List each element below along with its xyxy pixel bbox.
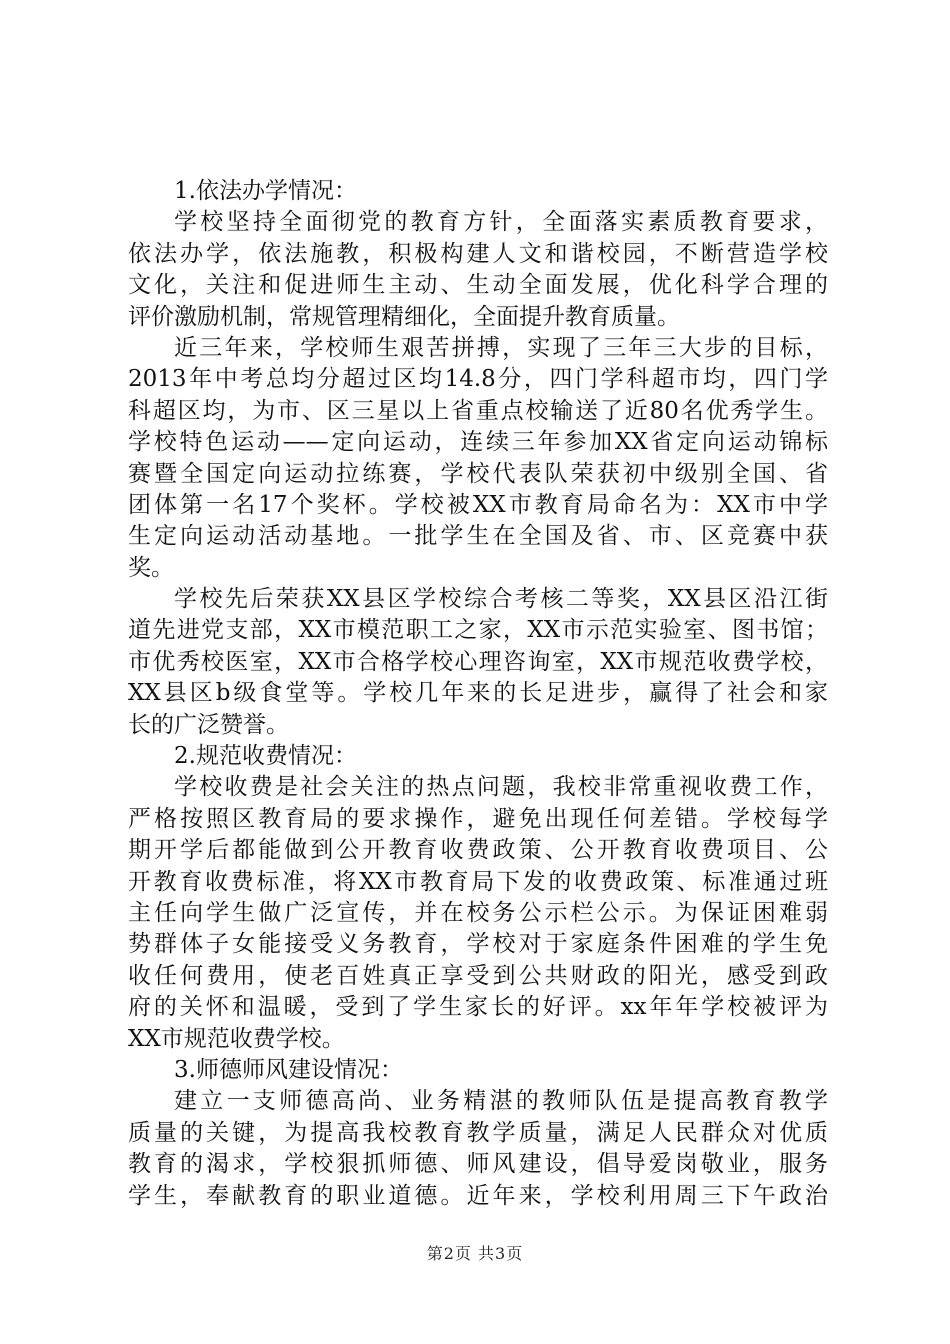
text-line: 长的广泛赞誉。 [128,711,289,738]
text-line: 学校特色运动——定向运动，连续三年参加XX省定向运动锦标 [128,429,828,456]
text-line: 奖。 [128,554,174,581]
text-line: 府的关怀和温暖，受到了学生家长的好评。xx年年学校被评为 [128,994,828,1021]
text-line: 科超区均，为市、区三星以上省重点校输送了近80名优秀学生。 [128,397,828,424]
text-line: 教育的渴求，学校狠抓师德、师风建设，倡导爱岗敬业，服务 [128,1151,828,1178]
text-line: 市优秀校医室，XX市合格学校心理咨询室，XX市规范收费学校， [128,648,828,675]
text-line: 严格按照区教育局的要求操作，避免出现任何差错。学校每学 [128,805,828,832]
text-line: XX县区b级食堂等。学校几年来的长足进步，赢得了社会和家 [128,680,828,707]
text-line: 文化，关注和促进师生主动、生动全面发展，优化科学合理的 [128,272,828,299]
text-line: 1.依法办学情况： [174,178,357,204]
text-line: 建立一支师德高尚、业务精湛的教师队伍是提高教育教学 [174,1088,828,1115]
text-line: 赛暨全国定向运动拉练赛，学校代表队荣获初中级别全国、省 [128,460,828,487]
text-line: 2013年中考总均分超过区均14.8分，四门学科超市均，四门学 [128,366,828,393]
text-line: 势群体子女能接受义务教育，学校对于家庭条件困难的学生免 [128,931,828,958]
text-line: 评价激励机制，常规管理精细化，全面提升教育质量。 [128,303,680,330]
text-line: 2.规范收费情况： [174,743,357,770]
text-line: 收任何费用，使老百姓真正享受到公共财政的阳光，感受到政 [128,962,828,989]
text-line: 3.师德师风建设情况： [174,1056,403,1083]
text-line: 依法办学，依法施教，积极构建人文和谐校园，不断营造学校 [128,240,828,267]
text-line: 学校收费是社会关注的热点问题，我校非常重视收费工作， [174,774,828,801]
document-body [128,176,828,1212]
page-footer: 第2页 共3页 [426,1244,524,1263]
text-line: 近三年来，学校师生艰苦拼搏，实现了三年三大步的目标， [174,334,828,361]
text-line: 道先进党支部，XX市模范职工之家，XX市示范实验室、图书馆； [128,617,828,644]
text-line: 学生，奉献教育的职业道德。近年来，学校利用周三下午政治 [128,1182,828,1209]
text-line: 开教育收费标准，将XX市教育局下发的收费政策、标准通过班 [128,868,828,895]
text-line: 质量的关键，为提高我校教育教学质量，满足人民群众对优质 [128,1119,828,1146]
text-line: XX市规范收费学校。 [128,1025,345,1052]
text-line: 团体第一名17个奖杯。学校被XX市教育局命名为：XX市中学 [128,491,828,518]
text-line: 学校坚持全面彻党的教育方针，全面落实素质教育要求， [174,209,828,236]
text-line: 主任向学生做广泛宣传，并在校务公示栏公示。为保证困难弱 [128,899,828,926]
text-line: 期开学后都能做到公开教育收费政策、公开教育收费项目、公 [128,837,828,864]
text-line: 生定向运动活动基地。一批学生在全国及省、市、区竞赛中获 [128,523,828,550]
text-line: 学校先后荣获XX县区学校综合考核二等奖，XX县区沿江街 [174,586,828,613]
